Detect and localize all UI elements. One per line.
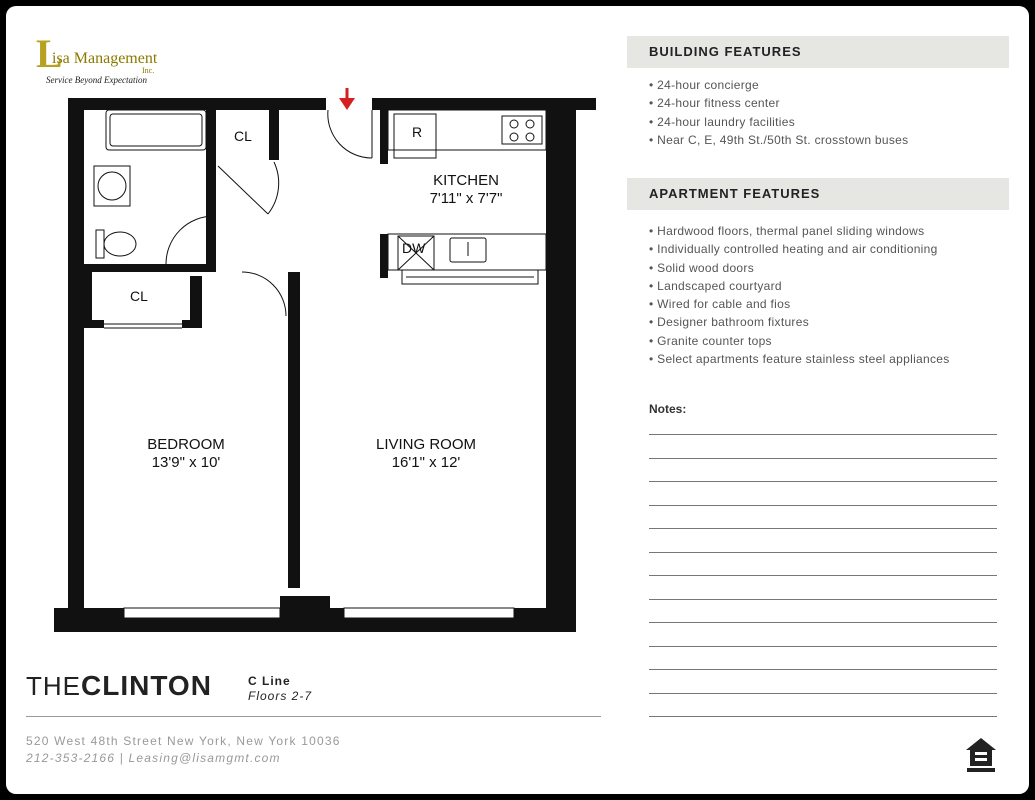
note-line: [649, 716, 997, 717]
divider: [26, 716, 601, 717]
note-line: [649, 481, 997, 482]
living-room-label: [356, 436, 496, 472]
logo-name: isa Management: [52, 50, 158, 67]
building-name: CLINTON: [81, 670, 212, 701]
dishwasher-label: DW: [402, 240, 426, 256]
bath-closet-label: CL: [234, 128, 252, 144]
kitchen-label: [406, 172, 526, 208]
note-line: [649, 552, 997, 553]
list-item: • Individually controlled heating and air conditioning: [649, 242, 938, 257]
list-item: • Granite counter tops: [649, 333, 772, 348]
list-item: • Landscaped courtyard: [649, 278, 782, 293]
list-item: • Hardwood floors, thermal panel sliding windows: [649, 224, 925, 238]
arrow-down-icon: [339, 88, 355, 110]
apartment-features-list: [649, 222, 950, 368]
list-item: • Designer bathroom fixtures: [649, 315, 809, 330]
refrigerator-label: R: [412, 124, 423, 140]
list-item: • Select apartments feature stainless steel appliances: [649, 352, 950, 367]
floor-plan: [6, 6, 606, 646]
logo-letter: L: [36, 31, 63, 76]
list-item: • Wired for cable and fios: [649, 297, 791, 312]
bedroom-name: BEDROOM: [147, 436, 225, 453]
list-item: • 24-hour laundry facilities: [649, 114, 796, 129]
list-item: • Solid wood doors: [649, 260, 754, 275]
floor-plan-drawing: [6, 6, 606, 646]
note-line: [649, 505, 997, 506]
building-address: 520 West 48th Street New York, New York 10036: [26, 734, 341, 748]
note-line: [649, 458, 997, 459]
building-features-list: [649, 76, 908, 149]
note-line: [649, 575, 997, 576]
logo-suffix: Inc.: [142, 66, 155, 75]
note-line: [649, 528, 997, 529]
equal-housing-icon: [964, 736, 998, 774]
bedroom-size: 13'9" x 10': [151, 454, 221, 471]
building-title: [26, 670, 212, 702]
note-line: [649, 693, 997, 694]
living-room-name: LIVING ROOM: [375, 436, 476, 453]
logo-tagline: Service Beyond Expectation: [46, 75, 147, 85]
kitchen-size: 7'11" x 7'7": [429, 190, 503, 207]
kitchen-name: KITCHEN: [433, 172, 499, 189]
note-line: [649, 669, 997, 670]
building-features-heading: BUILDING FEATURES: [627, 36, 1009, 68]
unit-line: C Line: [248, 674, 291, 688]
bedroom-label: [116, 436, 256, 472]
unit-floors: Floors 2-7: [248, 689, 313, 703]
contact-info: 212-353-2166 | Leasing@lisamgmt.com: [26, 751, 281, 765]
list-item: • 24-hour concierge: [649, 78, 759, 92]
note-line: [649, 622, 997, 623]
apartment-features-heading: APARTMENT FEATURES: [627, 178, 1009, 210]
living-room-size: 16'1" x 12': [391, 454, 461, 471]
notes-label: Notes:: [649, 402, 687, 416]
list-item: • 24-hour fitness center: [649, 96, 780, 111]
title-prefix: THE: [26, 671, 81, 701]
note-line: [649, 646, 997, 647]
note-line: [649, 434, 997, 435]
note-line: [649, 599, 997, 600]
floorplan-sheet: [6, 6, 1029, 794]
bedroom-closet-label: CL: [130, 288, 148, 304]
list-item: • Near C, E, 49th St./50th St. crosstown buses: [649, 132, 909, 147]
